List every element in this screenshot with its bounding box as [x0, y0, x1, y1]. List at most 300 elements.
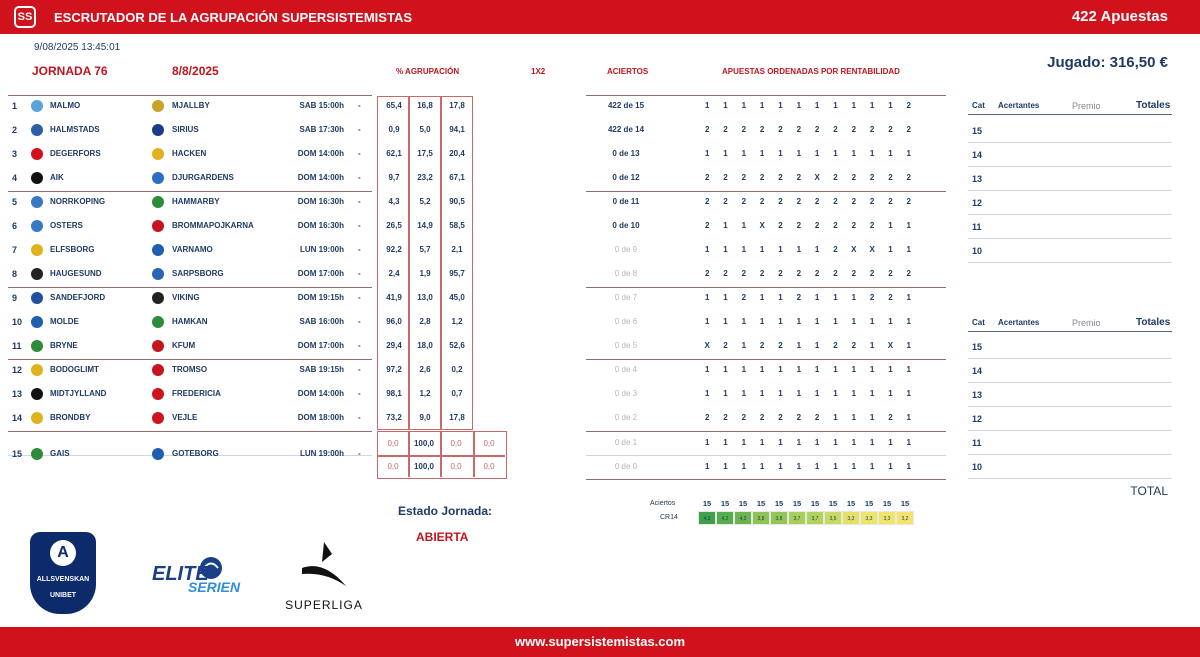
apuesta-pick: 1 — [759, 149, 765, 158]
apuesta-pick: 1 — [741, 317, 747, 326]
pct-home: 98,1 — [386, 389, 402, 398]
apuesta-pick: 1 — [704, 293, 710, 302]
apuesta-pick: 1 — [869, 317, 875, 326]
apuestas-values — [698, 286, 918, 310]
pct-home: 62,1 — [386, 149, 402, 158]
aciertos-row — [0, 118, 960, 142]
page-title: ESCRUTADOR DE LA AGRUPACIÓN SUPERSISTEMISTAS — [54, 10, 413, 25]
pct-home: 92,2 — [386, 245, 402, 254]
aciertos-value: 0 de 1 — [614, 438, 638, 447]
home-team: AIK — [50, 173, 64, 182]
apuesta-pick: 1 — [833, 413, 838, 422]
match-number: 3 — [12, 149, 18, 159]
elite-text: ELITE — [152, 563, 209, 585]
gais-cell: 100,0 — [413, 439, 435, 448]
apuesta-pick: 1 — [704, 245, 710, 254]
apuesta-pick: 1 — [796, 365, 802, 374]
table-header-line — [968, 114, 1172, 115]
apuesta-pick: 1 — [888, 389, 893, 398]
apuesta-pick: 1 — [906, 221, 911, 230]
apuesta-pick: X — [869, 245, 875, 254]
match-number: 1 — [12, 101, 18, 111]
pct-away: 17,8 — [449, 101, 465, 110]
pct-away: 52,6 — [449, 341, 465, 350]
pct-draw: 1,9 — [419, 269, 431, 278]
apuesta-pick: 2 — [759, 173, 765, 182]
match-dash: - — [358, 245, 361, 254]
home-team: NORRKOPING — [50, 197, 106, 206]
apuesta-pick: 2 — [814, 197, 820, 206]
legend-aciertos-value: 15 — [828, 499, 838, 508]
apuesta-pick: 1 — [778, 462, 783, 471]
apuestas-values — [698, 334, 918, 358]
match-time: DOM 14:00h — [297, 173, 344, 182]
apuesta-pick: 1 — [833, 101, 838, 110]
apuesta-pick: 1 — [796, 149, 802, 158]
apuesta-pick: 2 — [796, 197, 802, 206]
footer-bar — [0, 627, 1200, 657]
away-team: VEJLE — [172, 413, 198, 422]
apuesta-pick: 2 — [833, 245, 838, 254]
timestamp: 9/08/2025 13:45:01 — [34, 42, 121, 53]
home-team: HALMSTADS — [50, 125, 100, 134]
legend-cr14-cell: 3,8 — [752, 511, 770, 525]
apuesta-pick: 1 — [723, 365, 728, 374]
legend-cr14-cell: 4,2 — [734, 511, 752, 525]
away-team: GOTEBORG — [172, 449, 219, 458]
match-dash: - — [358, 365, 361, 374]
apuesta-pick: 2 — [796, 125, 802, 134]
eliteserien-logo — [152, 555, 248, 601]
apuesta-pick: 1 — [906, 462, 911, 471]
apuestas-values — [698, 166, 918, 190]
apuesta-pick: 1 — [704, 149, 710, 158]
apuesta-pick: 1 — [833, 149, 838, 158]
aciertos-value: 422 de 14 — [607, 125, 645, 134]
apuesta-pick: 1 — [888, 101, 893, 110]
gais-cell: 0,0 — [483, 439, 495, 448]
estado-label: Estado Jornada: — [398, 504, 493, 518]
pct-home: 26,5 — [386, 221, 402, 230]
aciertos-row — [0, 334, 960, 358]
apuesta-pick: 1 — [741, 341, 747, 350]
match-number: 15 — [12, 449, 23, 459]
apuesta-pick: 1 — [759, 293, 765, 302]
apuesta-pick: 2 — [888, 413, 893, 422]
apuesta-pick: 1 — [814, 462, 820, 471]
away-team: TROMSO — [172, 365, 208, 374]
pct-away: 58,5 — [449, 221, 465, 230]
legend-cr14-cell: 3,3 — [878, 511, 896, 525]
superliga-logo — [282, 540, 366, 614]
category-value: 13 — [972, 174, 983, 184]
apuesta-pick: 1 — [704, 462, 710, 471]
apuesta-pick: 2 — [888, 293, 893, 302]
apuesta-pick: 2 — [869, 293, 875, 302]
legend-aciertos-value: 15 — [846, 499, 856, 508]
aciertos-row — [0, 382, 960, 406]
totales-header: Totales — [1136, 100, 1171, 111]
apuesta-pick: 2 — [778, 125, 783, 134]
apuesta-pick: 1 — [869, 462, 875, 471]
away-team: DJURGARDENS — [172, 173, 234, 182]
apuestas-values — [698, 142, 918, 166]
category-row — [968, 167, 1172, 191]
apuesta-pick: 1 — [741, 438, 747, 447]
apuesta-pick: 1 — [723, 221, 728, 230]
away-team: KFUM — [172, 341, 196, 350]
apuesta-pick: 1 — [888, 365, 893, 374]
away-team: VARNAMO — [172, 245, 213, 254]
legend-cr14-cell: 3,3 — [842, 511, 860, 525]
aciertos-value: 0 de 4 — [614, 365, 638, 374]
category-value: 15 — [972, 342, 983, 352]
aciertos-row — [0, 286, 960, 310]
aciertos-value: 0 de 9 — [614, 245, 638, 254]
apuestas-values — [698, 118, 918, 142]
aciertos-value: 0 de 2 — [614, 413, 638, 422]
category-row — [968, 239, 1172, 263]
apuesta-pick: 1 — [869, 438, 875, 447]
cat-header: Cat — [972, 318, 985, 327]
apuesta-pick: 2 — [704, 413, 710, 422]
apuesta-pick: 2 — [704, 125, 710, 134]
apuestas-values — [698, 455, 918, 479]
apuesta-pick: 1 — [906, 293, 911, 302]
home-team: SANDEFJORD — [50, 293, 106, 302]
header-apuestas: APUESTAS ORDENADAS POR RENTABILIDAD — [722, 67, 900, 76]
allsvenskan-text: ALLSVENSKAN — [36, 576, 90, 583]
legend-cr14-cell: 3,3 — [860, 511, 878, 525]
match-number: 4 — [12, 173, 18, 183]
aciertos-row — [0, 238, 960, 262]
pct-draw: 18,0 — [417, 341, 433, 350]
pct-away: 17,8 — [449, 413, 465, 422]
pct-home: 41,9 — [386, 293, 402, 302]
apuesta-pick: 2 — [851, 269, 857, 278]
pct-draw: 5,2 — [419, 197, 431, 206]
apuesta-pick: 1 — [869, 365, 875, 374]
apuesta-pick: 1 — [814, 317, 820, 326]
apuesta-pick: 1 — [741, 245, 747, 254]
apuesta-pick: 2 — [833, 173, 838, 182]
pct-away: 95,7 — [449, 269, 465, 278]
match-dash: - — [358, 269, 361, 278]
match-time: SAB 19:15h — [299, 365, 344, 374]
pct-draw: 17,5 — [417, 149, 433, 158]
allsvenskan-a-icon: A — [50, 540, 76, 566]
pct-draw: 9,0 — [419, 413, 431, 422]
pct-home: 0,9 — [388, 125, 400, 134]
apuesta-pick: 2 — [741, 173, 747, 182]
category-row — [968, 143, 1172, 167]
apuesta-pick: 2 — [869, 221, 875, 230]
category-value: 10 — [972, 462, 983, 472]
pct-away: 45,0 — [449, 293, 465, 302]
allsvenskan-logo — [30, 532, 96, 614]
apuesta-pick: 2 — [796, 413, 802, 422]
apuesta-pick: 2 — [723, 269, 728, 278]
apuesta-pick: 2 — [741, 125, 747, 134]
gais-cell: 0,0 — [387, 439, 399, 448]
apuesta-pick: 1 — [741, 462, 747, 471]
legend-cr14-cell: 3,2 — [896, 511, 914, 525]
aciertos-value: 0 de 5 — [614, 341, 638, 350]
premio-header: Premio — [1072, 101, 1101, 111]
apuesta-pick: 1 — [833, 365, 838, 374]
apuesta-pick: 1 — [906, 413, 911, 422]
legend-aciertos-value: 15 — [810, 499, 820, 508]
serien-text: SERIEN — [188, 579, 241, 595]
apuesta-pick: 1 — [704, 365, 710, 374]
match-number: 7 — [12, 245, 18, 255]
match-number: 5 — [12, 197, 18, 207]
pct-away: 0,2 — [451, 365, 463, 374]
apuesta-pick: 1 — [814, 365, 820, 374]
apuesta-pick: 1 — [851, 413, 857, 422]
apuesta-pick: 2 — [906, 173, 911, 182]
apuesta-pick: 1 — [723, 245, 728, 254]
apuesta-pick: 1 — [778, 365, 783, 374]
aciertos-row — [0, 431, 960, 455]
apuesta-pick: 1 — [851, 317, 857, 326]
category-row — [968, 455, 1172, 479]
apuesta-pick: 1 — [723, 389, 728, 398]
category-row — [968, 191, 1172, 215]
apuesta-pick: 2 — [778, 269, 783, 278]
apuesta-pick: 2 — [778, 221, 783, 230]
match-dash: - — [358, 389, 361, 398]
away-team: MJALLBY — [172, 101, 210, 110]
apuesta-pick: 1 — [888, 317, 893, 326]
match-time: DOM 14:00h — [297, 149, 344, 158]
header-1x2: 1X2 — [531, 67, 546, 76]
category-row — [968, 359, 1172, 383]
away-team: FREDERICIA — [172, 389, 221, 398]
apuesta-pick: 1 — [814, 149, 820, 158]
match-number: 10 — [12, 317, 23, 327]
home-team: MOLDE — [50, 317, 79, 326]
apuesta-pick: 1 — [723, 293, 728, 302]
apuesta-pick: 2 — [723, 173, 728, 182]
home-team: MALMO — [50, 101, 81, 110]
home-team: BRONDBY — [50, 413, 91, 422]
apuesta-pick: 1 — [778, 149, 783, 158]
apuesta-pick: 1 — [814, 101, 820, 110]
apuesta-pick: 1 — [778, 438, 783, 447]
apuesta-pick: 2 — [741, 293, 747, 302]
home-team: HAUGESUND — [50, 269, 102, 278]
footer-link[interactable]: www.supersistemistas.com — [514, 634, 686, 649]
aciertos-row — [0, 190, 960, 214]
match-time: SAB 17:30h — [299, 125, 344, 134]
pct-draw: 2,6 — [419, 365, 431, 374]
apuesta-pick: 1 — [888, 438, 893, 447]
away-team: SARPSBORG — [172, 269, 224, 278]
apuestas-values — [698, 406, 918, 430]
apuesta-pick: 2 — [851, 173, 857, 182]
apuesta-pick: 1 — [906, 389, 911, 398]
match-time: DOM 18:00h — [297, 413, 344, 422]
apuesta-pick: 1 — [906, 341, 911, 350]
category-row — [968, 383, 1172, 407]
apuesta-pick: 1 — [906, 317, 911, 326]
apuesta-pick: 1 — [723, 317, 728, 326]
apuesta-pick: 1 — [759, 365, 765, 374]
legend-cr14-cell: 4,2 — [716, 511, 734, 525]
apuesta-pick: 1 — [833, 317, 838, 326]
apuesta-pick: 1 — [833, 438, 838, 447]
apuesta-pick: 2 — [814, 269, 820, 278]
category-row — [968, 335, 1172, 359]
aciertos-value: 0 de 10 — [612, 221, 640, 230]
category-row — [968, 407, 1172, 431]
apuesta-pick: 1 — [796, 317, 802, 326]
apuesta-pick: 1 — [833, 293, 838, 302]
match-time: DOM 16:30h — [297, 197, 344, 206]
category-value: 14 — [972, 150, 983, 160]
legend-cr14-cell: 3,8 — [770, 511, 788, 525]
match-time: DOM 14:00h — [297, 389, 344, 398]
aciertos-value: 0 de 13 — [612, 149, 640, 158]
apuesta-pick: 1 — [778, 317, 783, 326]
apuesta-pick: 2 — [888, 197, 893, 206]
pct-draw: 5,0 — [419, 125, 431, 134]
match-time: LUN 19:00h — [299, 245, 344, 254]
match-dash: - — [358, 293, 361, 302]
apuesta-pick: 1 — [796, 462, 802, 471]
home-team: BODOGLIMT — [50, 365, 99, 374]
apuesta-pick: 1 — [796, 101, 802, 110]
apuesta-pick: 1 — [704, 438, 710, 447]
apuesta-pick: 1 — [851, 462, 857, 471]
premio-header: Premio — [1072, 318, 1101, 328]
apuesta-pick: 1 — [814, 341, 820, 350]
apuesta-pick: 1 — [869, 101, 875, 110]
apuesta-pick: 2 — [814, 413, 820, 422]
apuestas-values — [698, 431, 918, 455]
legend-cr14-cell: 4,3 — [698, 511, 716, 525]
apuesta-pick: 1 — [906, 365, 911, 374]
apuesta-pick: 2 — [741, 269, 747, 278]
apuesta-pick: 1 — [851, 438, 857, 447]
match-time: DOM 17:00h — [297, 341, 344, 350]
match-dash: - — [358, 413, 361, 422]
apuesta-pick: 1 — [704, 389, 710, 398]
legend-aciertos-value: 15 — [756, 499, 766, 508]
apuesta-pick: 1 — [851, 101, 857, 110]
apuesta-pick: 2 — [723, 413, 728, 422]
legend-aciertos-label: Aciertos — [650, 500, 676, 507]
pct-away: 0,7 — [451, 389, 463, 398]
home-team: ELFSBORG — [50, 245, 95, 254]
aciertos-value: 0 de 8 — [614, 269, 638, 278]
match-time: SAB 16:00h — [299, 317, 344, 326]
match-dash: - — [358, 101, 361, 110]
aciertos-row — [0, 406, 960, 430]
apuesta-pick: 2 — [814, 125, 820, 134]
apuesta-pick: 1 — [888, 462, 893, 471]
legend-aciertos-value: 15 — [900, 499, 910, 508]
apuesta-pick: 2 — [888, 173, 893, 182]
apuesta-pick: 1 — [741, 389, 747, 398]
pct-away: 90,5 — [449, 197, 465, 206]
aciertos-value: 0 de 12 — [612, 173, 640, 182]
home-team: BRYNE — [50, 341, 78, 350]
table-header-line — [968, 331, 1172, 332]
apuesta-pick: 1 — [723, 101, 728, 110]
match-time: DOM 16:30h — [297, 221, 344, 230]
apuesta-pick: 1 — [833, 389, 838, 398]
apuesta-pick: 1 — [869, 149, 875, 158]
apuesta-pick: 2 — [833, 221, 838, 230]
apuesta-pick: 1 — [778, 293, 783, 302]
apuesta-pick: 2 — [704, 221, 710, 230]
apuesta-pick: 1 — [906, 438, 911, 447]
legend-aciertos-value: 15 — [864, 499, 874, 508]
aciertos-row — [0, 166, 960, 190]
legend-cr14-cell: 3,7 — [806, 511, 824, 525]
apuesta-pick: 1 — [851, 149, 857, 158]
apuestas-values — [698, 310, 918, 334]
apuesta-pick: 2 — [723, 341, 728, 350]
apuesta-pick: 2 — [778, 173, 783, 182]
apuesta-pick: 2 — [833, 341, 838, 350]
apuesta-pick: 2 — [851, 341, 857, 350]
header-agrupacion: % AGRUPACIÓN — [396, 67, 460, 76]
match-number: 13 — [12, 389, 23, 399]
aciertos-value: 422 de 15 — [607, 101, 645, 110]
aciertos-value: 0 de 0 — [614, 462, 638, 471]
category-row — [968, 431, 1172, 455]
apuesta-pick: 2 — [851, 197, 857, 206]
apuesta-pick: 2 — [906, 269, 911, 278]
apuestas-values — [698, 262, 918, 286]
aciertos-row — [0, 358, 960, 382]
away-team: HACKEN — [172, 149, 207, 158]
category-value: 10 — [972, 246, 983, 256]
apuesta-pick: 1 — [741, 365, 747, 374]
apuesta-pick: 2 — [759, 125, 765, 134]
aciertos-row — [0, 455, 960, 479]
apuesta-pick: 2 — [833, 125, 838, 134]
apuestas-values — [698, 190, 918, 214]
apuesta-pick: 1 — [888, 221, 893, 230]
apuesta-pick: 1 — [814, 438, 820, 447]
unibet-text: UNIBET — [49, 592, 77, 599]
match-number: 11 — [12, 341, 22, 351]
pct-home: 4,3 — [388, 197, 400, 206]
category-value: 15 — [972, 126, 983, 136]
pct-home: 9,7 — [388, 173, 400, 182]
match-dash: - — [358, 449, 361, 458]
away-team: SIRIUS — [172, 125, 199, 134]
apuesta-pick: 2 — [759, 197, 765, 206]
match-dash: - — [358, 317, 361, 326]
apuesta-pick: 1 — [759, 438, 765, 447]
gais-cell: 0,0 — [387, 462, 399, 471]
apuesta-pick: 1 — [869, 341, 875, 350]
apuesta-pick: 2 — [704, 197, 710, 206]
match-dash: - — [358, 197, 361, 206]
pct-away: 94,1 — [449, 125, 465, 134]
apuesta-pick: X — [851, 245, 857, 254]
total-label: TOTAL — [1130, 484, 1168, 498]
apuesta-pick: 2 — [906, 125, 911, 134]
aciertos-row — [0, 94, 960, 118]
gais-cell: 100,0 — [413, 462, 435, 471]
legend-aciertos-value: 15 — [720, 499, 730, 508]
